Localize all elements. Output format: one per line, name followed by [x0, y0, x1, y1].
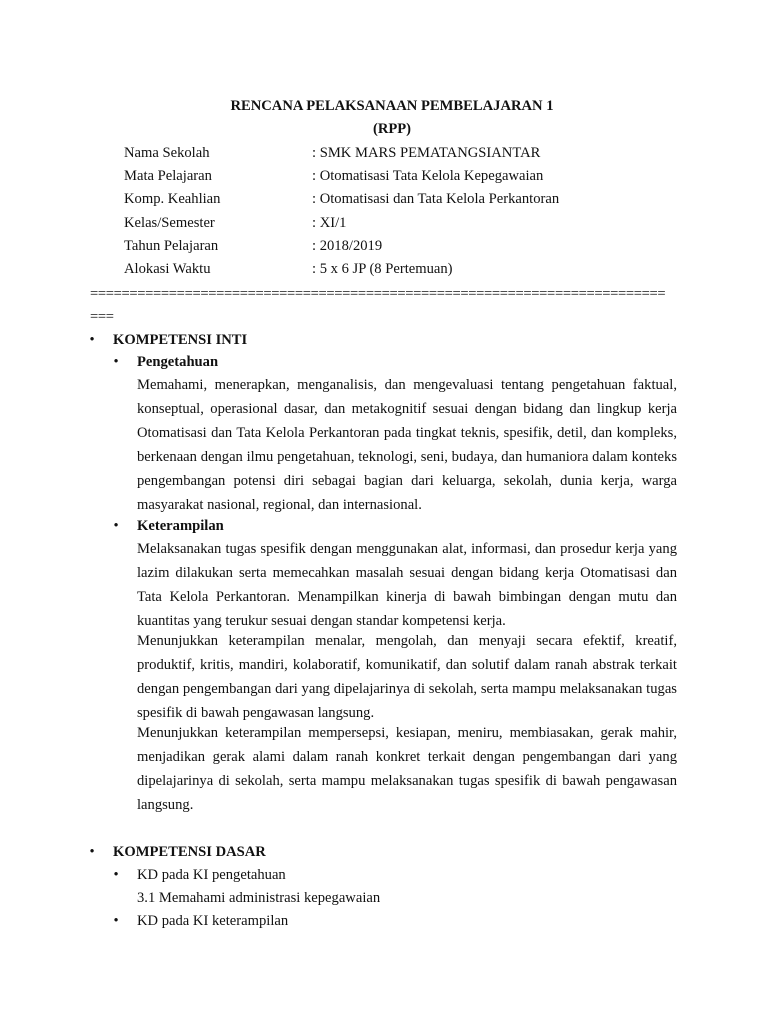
bullet-icon: •: [113, 913, 119, 929]
kd-item-keterampilan: KD pada KI keterampilan: [137, 913, 289, 929]
info-value: : 2018/2019: [312, 237, 383, 254]
section-heading-kompetensi-dasar: KOMPETENSI DASAR: [113, 844, 266, 860]
info-row-alokasi-waktu: [124, 258, 684, 281]
subheading-keterampilan: Keterampilan: [137, 518, 224, 534]
info-label: Mata Pelajaran: [124, 168, 212, 185]
separator-line-continued: ===: [90, 309, 114, 325]
paragraph-pengetahuan: Memahami, menerapkan, menganalisis, dan mengevaluasi tentang pengetahuan faktual, konseptual, operasional dasar, dan metakognitif sesuai dengan bidang dan lingkup kerja Otomatisasi dan Tata Kelola Perkantoran pada tingkat teknis, spesifik, detil, dan kompleks, berkenaan dengan ilmu pengetahuan, teknologi, seni, budaya, dan humaniora dalam konteks pengembangan potensi diri sebagai bagian dari keluarga, sekolah, dunia kerja, warga masyarakat nasional, regional, dan internasional.: [137, 377, 677, 513]
subheading-pengetahuan: Pengetahuan: [137, 354, 219, 370]
info-row-kelas-semester: [124, 212, 684, 235]
info-row-tahun-pelajaran: [124, 235, 684, 258]
separator-line: =========================================================================: [90, 286, 666, 302]
bullet-icon: •: [113, 518, 119, 534]
info-row-mata-pelajaran: [124, 165, 684, 188]
kd-subitem-3-1: 3.1 Memahami administrasi kepegawaian: [137, 890, 381, 906]
info-row-komp-keahlian: [124, 188, 684, 211]
document-subtitle: (RPP): [372, 121, 412, 137]
info-label: Komp. Keahlian: [124, 191, 221, 208]
bullet-icon: •: [113, 867, 119, 883]
document-title: RENCANA PELAKSANAAN PEMBELAJARAN 1: [230, 98, 554, 114]
info-value: : 5 x 6 JP (8 Pertemuan): [312, 260, 453, 277]
paragraph-keterampilan-2: Menunjukkan keterampilan menalar, mengolah, dan menyaji secara efektif, kreatif, produktif, kritis, mandiri, kolaboratif, komunikatif, dan solutif dalam ranah abstrak terkait dengan pengembangan dari yang dipelajarinya di sekolah, serta mampu melaksanakan tugas spesifik di bawah pengawasan langsung.: [137, 633, 677, 721]
info-value: : XI/1: [312, 214, 347, 231]
info-value: : SMK MARS PEMATANGSIANTAR: [312, 145, 541, 161]
identity-table: [124, 142, 684, 281]
bullet-icon: •: [89, 332, 95, 348]
paragraph-keterampilan-3: Menunjukkan keterampilan mempersepsi, kesiapan, meniru, membiasakan, gerak mahir, menjadikan gerak alami dalam ranah konkret terkait dengan pengembangan dari yang dipelajarinya di sekolah, serta mampu melaksanakan tugas spesifik di bawah pengawasan langsung.: [137, 725, 677, 813]
info-label: Alokasi Waktu: [124, 260, 211, 277]
info-value: : Otomatisasi dan Tata Kelola Perkantoran: [312, 191, 560, 208]
bullet-icon: •: [89, 844, 95, 860]
info-row-nama-sekolah: [124, 142, 684, 165]
section-heading-kompetensi-inti: KOMPETENSI INTI: [113, 332, 248, 348]
info-label: Kelas/Semester: [124, 214, 215, 231]
info-value: : Otomatisasi Tata Kelola Kepegawaian: [312, 168, 544, 185]
paragraph-keterampilan-1: Melaksanakan tugas spesifik dengan menggunakan alat, informasi, dan prosedur kerja yang lazim dilakukan serta memecahkan masalah sesuai dengan bidang kerja Otomatisasi dan Tata Kelola Perkantoran. Menampilkan kinerja di bawah bimbingan dengan mutu dan kuantitas yang terukur sesuai dengan standar kompetensi kerja.: [137, 541, 677, 629]
info-label: Nama Sekolah: [124, 145, 210, 161]
kd-item-pengetahuan: KD pada KI pengetahuan: [137, 867, 286, 883]
bullet-icon: •: [113, 354, 119, 370]
info-label: Tahun Pelajaran: [124, 237, 219, 254]
